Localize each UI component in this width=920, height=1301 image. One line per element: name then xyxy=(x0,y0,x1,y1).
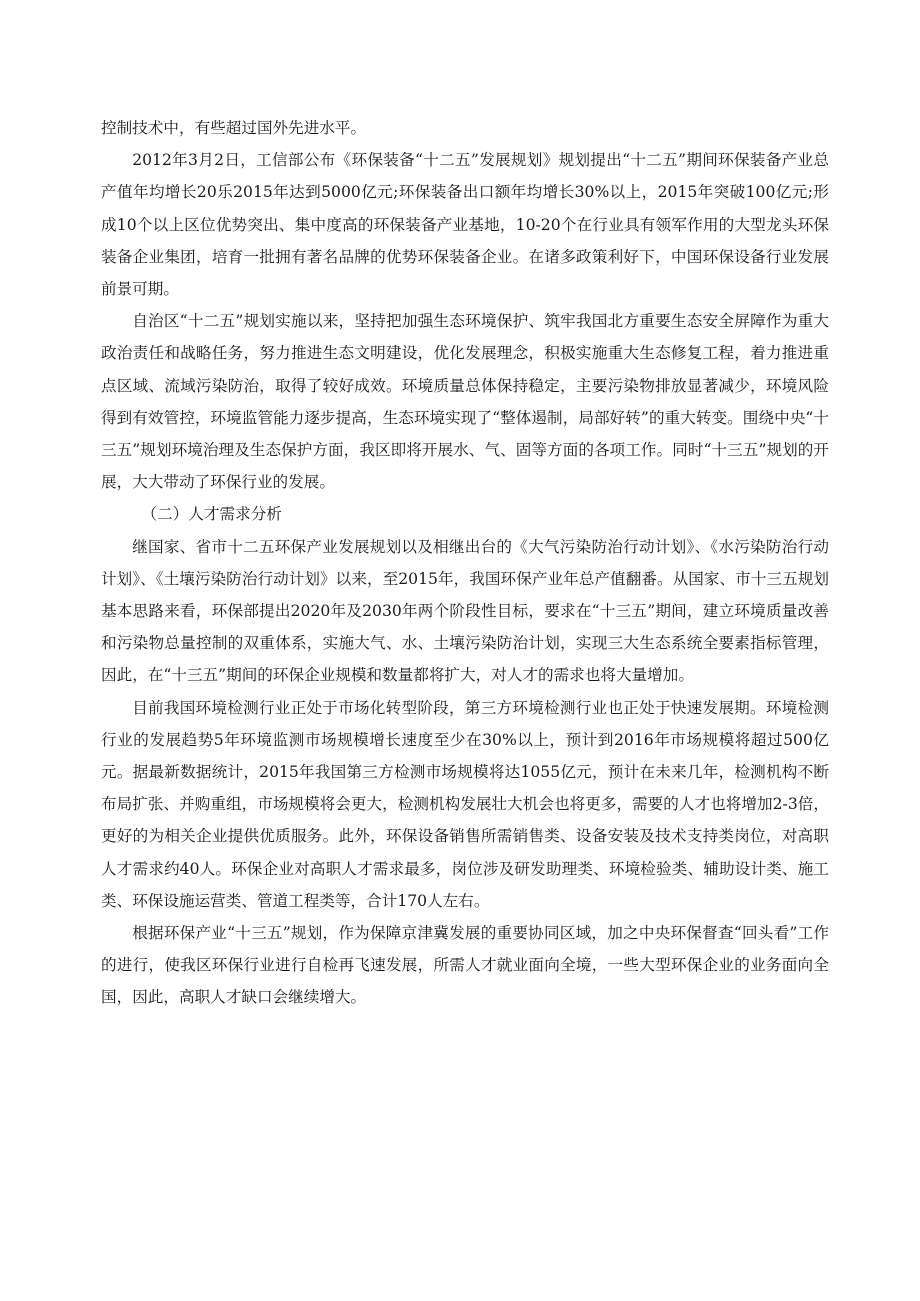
paragraph-region-progress: 自治区“十二五”规划实施以来，坚持把加强生态环境保护、筑牢我国北方重要生态安全屏障作为重大政治责任和战略任务，努力推进生态文明建设，优化发展理念，积极实施重大生态修复工程，着力推进重点区域、流域污染防治，取得了较好成效。环境质量总体保持稳定，主要污染物排放显著减少，环境风险得到有效管控，环境监管能力逐步提高，生态环境实现了“整体遏制，局部好转”的重大转变。围绕中央“十三五”规划环境治理及生态保护方面，我区即将开展水、气、固等方面的各项工作。同时“十三五”规划的开展，大大带动了环保行业的发展。 xyxy=(101,312,829,492)
paragraph-testing-industry: 目前我国环境检测行业正处于市场化转型阶段，第三方环境检测行业也正处于快速发展期。环境检测行业的发展趋势5年环境监测市场规模增长速度至少在30%以上，预计到2016年市场规模将超过500亿元。据最新数据统计，2015年我国第三方检测市场规模将达1055亿元，预计在未来几年，检测机构不断布局扩张、并购重组，市场规模将会更大，检测机构发展壮大机会也将更多，需要的人才也将增加2-3倍，更好的为相关企业提供优质服务。此外，环保设备销售所需销售类、设备安装及技术支持类岗位，对高职人才需求约40人。环保企业对高职人才需求最多，岗位涉及研发助理类、环境检验类、辅助设计类、施工类、环保设施运营类、管道工程类等，合计170人左右。 xyxy=(101,698,829,910)
section-heading-talent-demand: （二）人才需求分析 xyxy=(141,505,282,524)
paragraph-talent-gap: 根据环保产业“十三五”规划，作为保障京津冀发展的重要协同区域，加之中央环保督查“回头看”工作的进行，使我区环保行业进行自检再飞速发展，所需人才就业面向全境，一些大型环保企业的业务面向全国，因此，高职人才缺口会继续增大。 xyxy=(101,924,829,1007)
body-text xyxy=(101,112,829,1014)
paragraph-equipment-plan: 2012年3月2日，工信部公布《环保装备“十二五”发展规划》规划提出“十二五”期间环保装备产业总产值年均增长20乐2015年达到5000亿元;环保装备出口额年均增长30%以上，2015年突破100亿元;形成10个以上区位优势突出、集中度高的环保装备产业基地，10-20个在行业具有领军作用的大型龙头环保装备企业集团，培育一批拥有著名品牌的优势环保装备企业。在诸多政策利好下，中国环保设备行业发展前景可期。 xyxy=(101,151,829,299)
paragraph-national-plans: 继国家、省市十二五环保产业发展规划以及相继出台的《大气污染防治行动计划》、《水污染防治行动计划》、《土壤污染防治行动计划》以来，至2015年，我国环保产业年总产值翻番。从国家、市十三五规划基本思路来看，环保部提出2020年及2030年两个阶段性目标，要求在“十三五”期间，建立环境质量改善和污染物总量控制的双重体系，实施大气、水、土壤污染防治计划，实现三大生态系统全要素指标管理，因此，在“十三五”期间的环保企业规模和数量都将扩大，对人才的需求也将大量增加。 xyxy=(101,537,829,685)
paragraph-continued: 控制技术中，有些超过国外先进水平。 xyxy=(101,119,367,137)
